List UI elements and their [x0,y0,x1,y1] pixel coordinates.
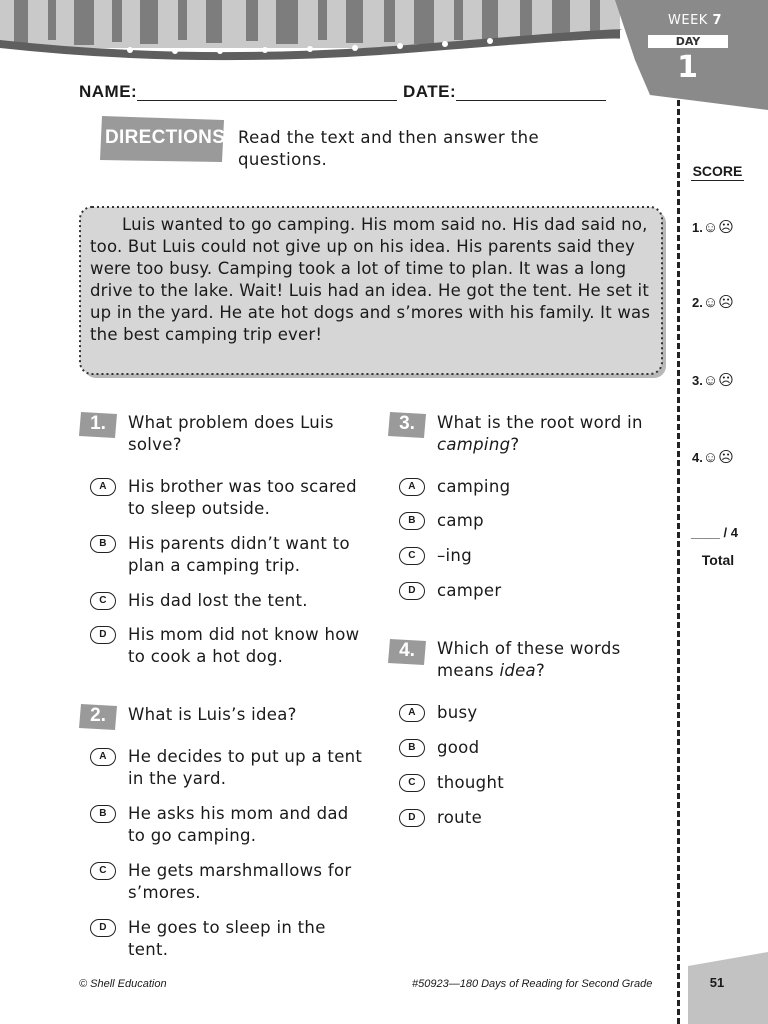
happy-sad-faces-icon: ☺☹ [702,294,734,311]
name-label: NAME: [79,82,138,101]
score-item-3[interactable]: 3.☺☹ [692,372,734,389]
score-column-divider [677,100,680,1024]
score-item-4[interactable]: 4.☺☹ [692,449,734,466]
question-4-number: 4. [399,640,415,661]
directions-text: Read the text and then answer the questions. [238,128,540,169]
date-label: DATE: [403,82,457,101]
question-3-number: 3. [399,413,415,434]
question-1-prompt: What problem does Luis solve? [128,413,334,454]
directions-badge-label: DIRECTIONS [105,127,226,148]
score-total-label: Total [701,552,735,568]
score-item-1[interactable]: 1.☺☹ [692,219,734,236]
happy-sad-faces-icon: ☺☹ [702,372,734,389]
happy-sad-faces-icon: ☺☹ [702,449,734,466]
footer-book-title: #50923—180 Days of Reading for Second Grade [412,978,653,990]
date-field[interactable] [456,100,606,101]
question-2-prompt: What is Luis’s idea? [128,705,297,724]
question-1-number: 1. [90,413,106,434]
name-field[interactable] [137,100,397,101]
question-2-number: 2. [90,705,106,726]
name-date-row [79,82,639,102]
question-4-prompt: Which of these words means idea? [437,639,621,680]
page-number: 51 [709,975,725,990]
day-label: DAY [648,35,728,48]
footer-publisher: © Shell Education [79,978,167,990]
day-number: 1 [677,50,698,85]
reading-passage: Luis wanted to go camping. His mom said no. His dad said no, too. But Luis could not give up on his idea. His parents said they were too busy. Camping took a lot of time to plan. It was a long drive to the lake. Wait! Luis had an idea. He got the tent. He set it up in the yard. He ate hot dogs and s’mores with his family. It was the best camping trip ever! [90,215,651,344]
score-total-fraction[interactable]: ____ / 4 [691,525,738,540]
week-label: WEEK 7 [668,13,722,28]
score-item-2[interactable]: 2.☺☹ [692,294,734,311]
happy-sad-faces-icon: ☺☹ [702,219,734,236]
question-3-prompt: What is the root word in camping? [437,413,643,454]
score-heading: SCORE [692,163,743,179]
